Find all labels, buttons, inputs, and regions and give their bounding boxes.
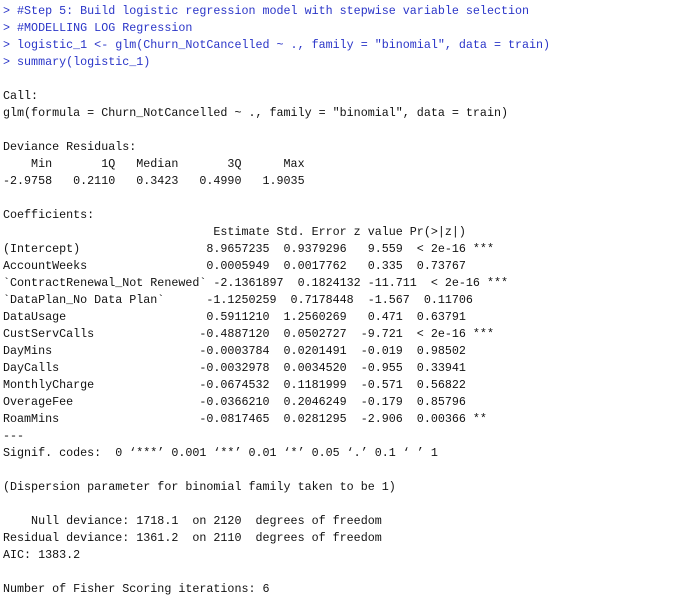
command-line: > logistic_1 <- glm(Churn_NotCancelled ~ ., family = "binomial", data = train) [3,38,551,52]
output-line [3,71,686,88]
output-line: Deviance Residuals: [3,140,144,154]
output-line: --- [3,429,25,443]
output-line: Call: [3,89,39,103]
output-line: glm(formula = Churn_NotCancelled ~ ., family = "binomial", data = train) [3,106,508,120]
output-line: AIC: 1383.2 [3,548,81,562]
output-line [3,190,686,207]
output-line [3,496,686,513]
output-line: CustServCalls -0.4887120 0.0502727 -9.721 < 2e-16 *** [3,327,494,341]
output-line: DayMins -0.0003784 0.0201491 -0.019 0.98502 [3,344,494,358]
output-line: Coefficients: [3,208,95,222]
output-line: Number of Fisher Scoring iterations: 6 [3,582,270,596]
output-line: -2.9758 0.2110 0.3423 0.4990 1.9035 [3,174,319,188]
output-line: Min 1Q Median 3Q Max [3,157,319,171]
output-line: MonthlyCharge -0.0674532 0.1181999 -0.571 0.56822 [3,378,494,392]
output-line: DataUsage 0.5911210 1.2560269 0.471 0.63791 [3,310,494,324]
output-line: `DataPlan_No Data Plan` -1.1250259 0.7178448 -1.567 0.11706 [3,293,501,307]
output-line: RoamMins -0.0817465 0.0281295 -2.906 0.00366 ** [3,412,494,426]
output-line: Null deviance: 1718.1 on 2120 degrees of freedom [3,514,382,528]
command-line: > summary(logistic_1) [3,55,151,69]
output-line: (Intercept) 8.9657235 0.9379296 9.559 < 2e-16 *** [3,242,494,256]
command-line: > #Step 5: Build logistic regression model with stepwise variable selection [3,4,530,18]
output-line: AccountWeeks 0.0005949 0.0017762 0.335 0.73767 [3,259,494,273]
output-line: (Dispersion parameter for binomial family taken to be 1) [3,480,396,494]
output-line [3,564,686,581]
output-line [3,122,686,139]
output-line: Signif. codes: 0 ‘***’ 0.001 ‘**’ 0.01 ‘*’ 0.05 ‘.’ 0.1 ‘ ’ 1 [3,446,438,460]
output-line: DayCalls -0.0032978 0.0034520 -0.955 0.33941 [3,361,494,375]
output-line: Residual deviance: 1361.2 on 2110 degrees of freedom [3,531,382,545]
output-line: OverageFee -0.0366210 0.2046249 -0.179 0.85796 [3,395,494,409]
command-line: > #MODELLING LOG Regression [3,21,193,35]
output-line: `ContractRenewal_Not Renewed` -2.1361897 0.1824132 -11.711 < 2e-16 *** [3,276,508,290]
output-line [3,462,686,479]
output-line: Estimate Std. Error z value Pr(>|z|) [3,225,494,239]
